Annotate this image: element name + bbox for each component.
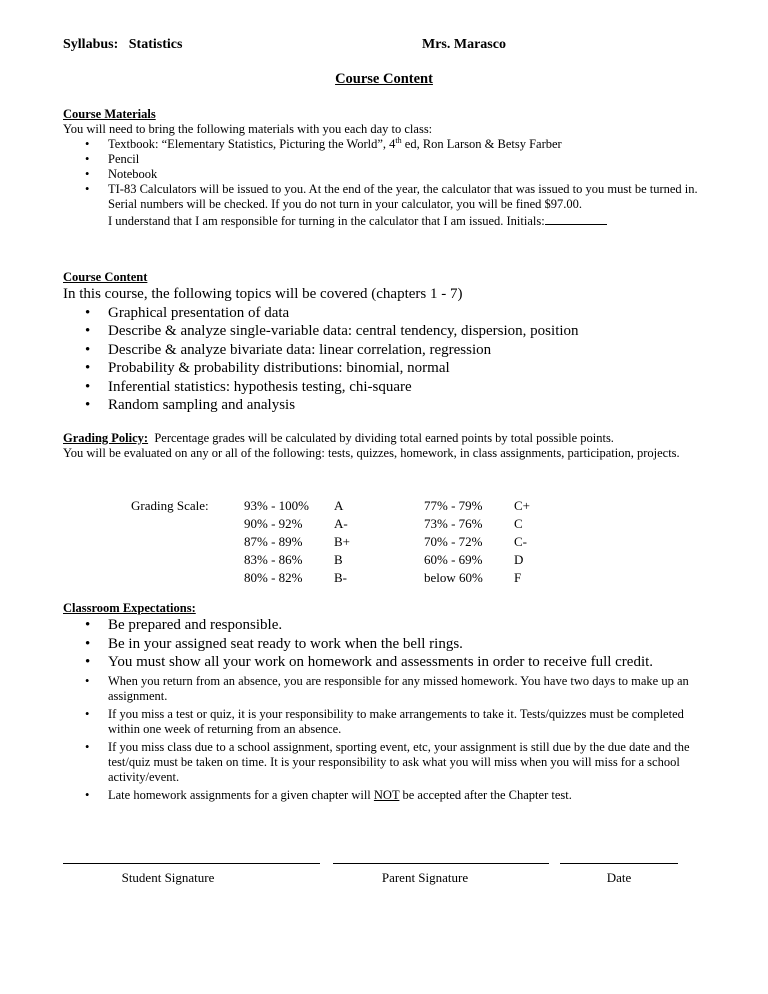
list-item: • You must show all your work on homework and assessments in order to receive full credit. [63, 653, 703, 672]
textbook-suffix: ed, Ron Larson & Betsy Farber [401, 137, 562, 151]
student-signature-label: Student Signature [121, 870, 215, 885]
grade-cell: C+ [514, 498, 531, 513]
list-item: • Graphical presentation of data [63, 304, 703, 323]
materials-intro: You will need to bring the following materials with you each day to class: [63, 122, 433, 136]
parent-signature-line[interactable] [333, 863, 549, 864]
list-item [63, 182, 703, 229]
grades-left-column [334, 497, 350, 587]
range-cell: 83% - 86% [244, 552, 303, 567]
grades-right-column [514, 497, 530, 587]
grade-cell: D [514, 552, 524, 567]
range-cell: 77% - 79% [424, 498, 483, 513]
list-item: • If you miss class due to a school assignment, sporting event, etc, your assignment is still due by the due date and the test/quiz must be taken on time. It is your responsibility to ask what you will miss when you will miss for a school activity/event. [63, 740, 703, 785]
date-line[interactable] [560, 863, 678, 864]
page-title-text: Course Content [335, 71, 433, 87]
materials-section [63, 107, 703, 229]
late-prefix: Late homework assignments for a given chapter will [108, 787, 374, 802]
list-item: • Pencil [63, 152, 703, 167]
initials-blank[interactable] [545, 212, 607, 225]
date-label: Date [606, 870, 632, 885]
grading-section [63, 431, 703, 461]
ranges-right-column [424, 497, 483, 587]
grade-cell: B+ [334, 534, 351, 549]
header-teacher: Mrs. Marasco [422, 37, 506, 52]
topics-list [63, 304, 703, 415]
materials-list [63, 137, 703, 229]
grading-text-1: Percentage grades will be calculated by dividing total earned points by total possible points. [148, 431, 614, 445]
grade-cell: A- [334, 516, 348, 531]
range-cell: 73% - 76% [424, 516, 483, 531]
page-title [0, 71, 768, 88]
range-cell: below 60% [424, 570, 483, 585]
range-cell: 80% - 82% [244, 570, 303, 585]
grade-cell: A [334, 498, 344, 513]
list-item: • Random sampling and analysis [63, 396, 703, 415]
grade-cell: B- [334, 570, 347, 585]
content-heading: Course Content [63, 270, 148, 284]
grade-cell: C [514, 516, 523, 531]
content-section [63, 270, 703, 415]
range-cell: 60% - 69% [424, 552, 483, 567]
materials-heading: Course Materials [63, 107, 156, 121]
page-header [63, 37, 748, 57]
list-item: • Be prepared and responsible. [63, 616, 703, 635]
student-signature-line[interactable] [63, 863, 320, 864]
grade-cell: B [334, 552, 343, 567]
grading-scale-label: Grading Scale: [131, 498, 209, 513]
list-item: • Notebook [63, 167, 703, 182]
ranges-left-column [244, 497, 309, 587]
expectations-heading: Classroom Expectations: [63, 601, 196, 615]
list-item: • Describe & analyze single-variable data: central tendency, dispersion, position [63, 322, 703, 341]
list-item: • If you miss a test or quiz, it is your responsibility to make arrangements to take it. Tests/quizzes must be completed within one week of returning from an absence. [63, 707, 703, 737]
expectations-section [63, 601, 703, 803]
list-item: • Inferential statistics: hypothesis testing, chi-square [63, 378, 703, 397]
grading-paragraph [63, 431, 703, 461]
grade-cell: F [514, 570, 522, 585]
list-item: • When you return from an absence, you are responsible for any missed homework. You have two days to make up an assignment. [63, 674, 703, 704]
range-cell: 87% - 89% [244, 534, 303, 549]
list-item: • Be in your assigned seat ready to work when the bell rings. [63, 635, 703, 654]
header-course: Syllabus: Statistics [63, 37, 183, 52]
expectations-small-list [63, 674, 703, 803]
textbook-prefix: Textbook: “Elementary Statistics, Picturing the World”, 4 [108, 137, 396, 151]
list-item [63, 137, 703, 152]
list-item: • Probability & probability distributions: binomial, normal [63, 359, 703, 378]
list-item: • Describe & analyze bivariate data: linear correlation, regression [63, 341, 703, 360]
grade-cell: C- [514, 534, 527, 549]
textbook-sup: th [395, 135, 402, 145]
late-suffix: be accepted after the Chapter test. [399, 787, 572, 802]
calculator-text: TI-83 Calculators will be issued to you. At the end of the year, the calculator that was issued to you must be turned in. Serial numbers will be checked. If you do not turn in your calculator, you will be fined $97.00. [108, 182, 698, 211]
parent-signature-label: Parent Signature [381, 870, 469, 885]
content-intro: In this course, the following topics will be covered (chapters 1 - 7) [63, 286, 463, 302]
grading-heading: Grading Policy: [63, 431, 149, 445]
expectations-big-list [63, 616, 703, 672]
grading-text-2: You will be evaluated on any or all of the following: tests, quizzes, homework, in class assignments, participation, projects. [63, 446, 680, 460]
range-cell: 93% - 100% [244, 498, 309, 513]
acknowledge-text: I understand that I am responsible for turning in the calculator that I am issued. Initials: [108, 214, 545, 228]
list-item [63, 788, 703, 803]
range-cell: 70% - 72% [424, 534, 483, 549]
range-cell: 90% - 92% [244, 516, 303, 531]
late-not: NOT [373, 787, 400, 802]
